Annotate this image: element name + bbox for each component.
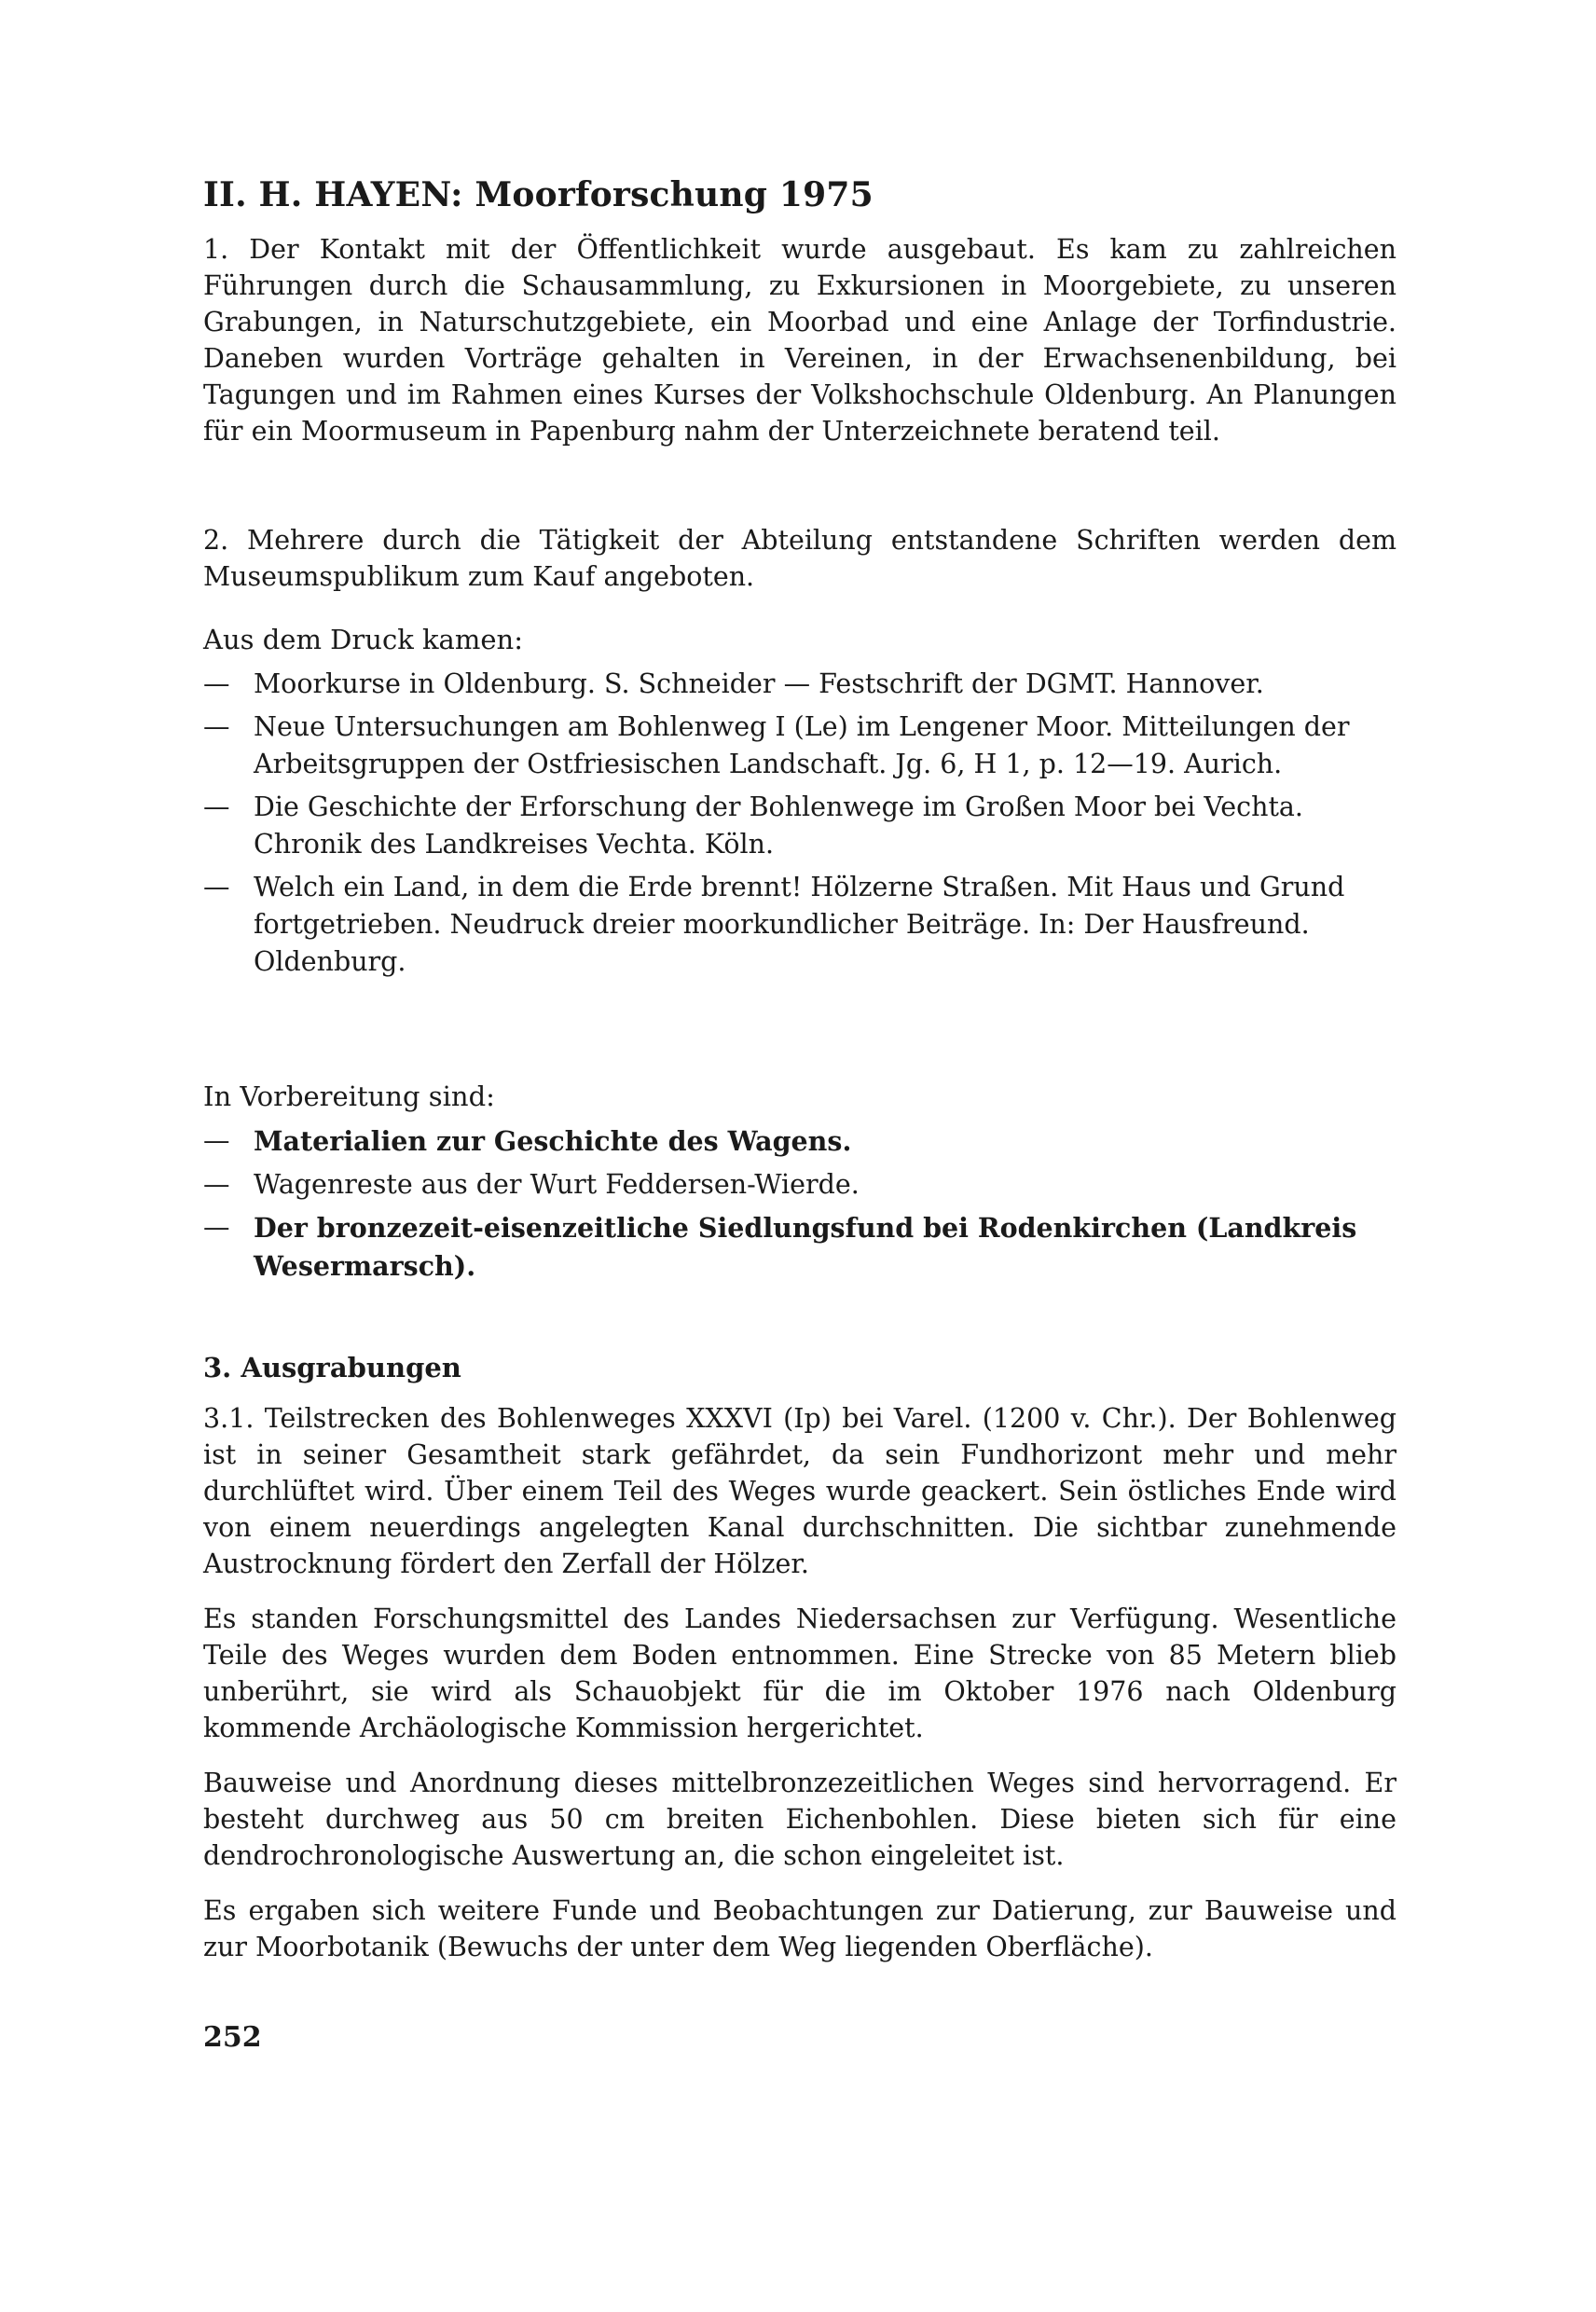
dash-marker: — (203, 791, 230, 822)
dash-marker: — (203, 711, 230, 742)
list-item (203, 869, 1396, 981)
section-3-paragraph: 3.1. Teilstrecken des Bohlenweges XXXVI (Ip) bei Varel. (1200 v. Chr.). Der Bohlenweg ist in seiner Gesamtheit stark gefährdet, da sein Fundhorizont mehr und mehr durchlüftet wird. Über einem Teil des Weges wurde geackert. Sein östliches Ende wird von einem neuerdings angelegten Kanal durchschnitten. Die sichtbar zunehmende Austrocknung fördert den Zerfall der Hölzer. (203, 1403, 1396, 1579)
prep-heading-block (203, 1079, 1396, 1115)
list-item-text: Der bronzezeit-eisenzeitliche Siedlungsfund bei Rodenkirchen (Landkreis Wesermarsch). (254, 1212, 1357, 1282)
list-item-text: Neue Untersuchungen am Bohlenweg I (Le) im Lengener Moor. Mitteilungen der Arbeitsgruppen der Ostfriesischen Landschaft. Jg. 6, H 1, p. 12—19. Aurich. (254, 711, 1350, 779)
dash-marker: — (203, 1212, 230, 1243)
printed-heading-block (203, 622, 1396, 658)
printed-list (203, 666, 1396, 981)
list-item (203, 709, 1396, 783)
section-1-paragraph: 1. Der Kontakt mit der Öffentlichkeit wurde ausgebaut. Es kam zu zahlreichen Führungen durch die Schausammlung, zu Exkursionen in Moorgebiete, zu unseren Grabungen, in Naturschutzgebiete, ein Moorbad und eine Anlage der Torfindustrie. Daneben wurden Vorträge gehalten in Vereinen, in der Erwachsenenbildung, bei Tagungen und im Rahmen eines Kurses der Volkshochschule Oldenburg. An Planungen für ein Moormuseum in Papenburg nahm der Unterzeichnete beratend teil. (203, 234, 1396, 447)
page-number: 252 (203, 2021, 262, 2054)
list-item-text: Die Geschichte der Erforschung der Bohlenwege im Großen Moor bei Vechta. Chronik des Landkreises Vechta. Köln. (254, 791, 1303, 860)
dash-marker: — (203, 1169, 230, 1200)
section-2-paragraph: 2. Mehrere durch die Tätigkeit der Abteilung entstandene Schriften werden dem Museumspublikum zum Kauf angeboten. (203, 525, 1396, 592)
list-item (203, 1122, 1396, 1161)
prep-list-block (203, 1122, 1396, 1286)
section-3-heading: 3. Ausgrabungen (203, 1352, 461, 1383)
dash-marker: — (203, 1125, 230, 1156)
section-3 (203, 1400, 1396, 1965)
list-item-text: Materialien zur Geschichte des Wagens. (254, 1125, 852, 1157)
section-3-paragraph: Es ergaben sich weitere Funde und Beobachtungen zur Datierung, zur Bauweise und zur Moorbotanik (Bewuchs der unter dem Weg liegenden Oberfläche). (203, 1895, 1396, 1962)
section-3-heading-block (203, 1350, 1396, 1386)
printed-list-block (203, 666, 1396, 981)
list-item (203, 1166, 1396, 1204)
list-item-text: Moorkurse in Oldenburg. S. Schneider — Festschrift der DGMT. Hannover. (254, 668, 1264, 699)
dash-marker: — (203, 668, 230, 699)
list-item (203, 789, 1396, 863)
section-2 (203, 522, 1396, 595)
prep-list (203, 1122, 1396, 1286)
dash-marker: — (203, 872, 230, 902)
section-heading: II. H. HAYEN: Moorforschung 1975 (203, 175, 874, 214)
list-item-text: Welch ein Land, in dem die Erde brennt! Hölzerne Straßen. Mit Haus und Grund fortgetrieben. Neudruck dreier moorkundlicher Beiträge. In: Der Hausfreund. Oldenburg. (254, 872, 1345, 977)
section-1 (203, 231, 1396, 449)
printed-heading: Aus dem Druck kamen: (203, 624, 523, 655)
section-3-paragraph: Bauweise und Anordnung dieses mittelbronzezeitlichen Weges sind hervorragend. Er besteht durchweg aus 50 cm breiten Eichenbohlen. Diese bieten sich für eine dendrochronologische Auswertung an, die schon eingeleitet ist. (203, 1768, 1396, 1871)
list-item (203, 1209, 1396, 1286)
list-item (203, 666, 1396, 703)
section-3-paragraph: Es standen Forschungsmittel des Landes Niedersachsen zur Verfügung. Wesentliche Teile des Weges wurden dem Boden entnommen. Eine Strecke von 85 Metern blieb unberührt, sie wird als Schauobjekt für die im Oktober 1976 nach Oldenburg kommende Archäologische Kommission hergerichtet. (203, 1603, 1396, 1743)
list-item-text: Wagenreste aus der Wurt Feddersen-Wierde. (254, 1169, 860, 1200)
prep-heading: In Vorbereitung sind: (203, 1080, 495, 1112)
